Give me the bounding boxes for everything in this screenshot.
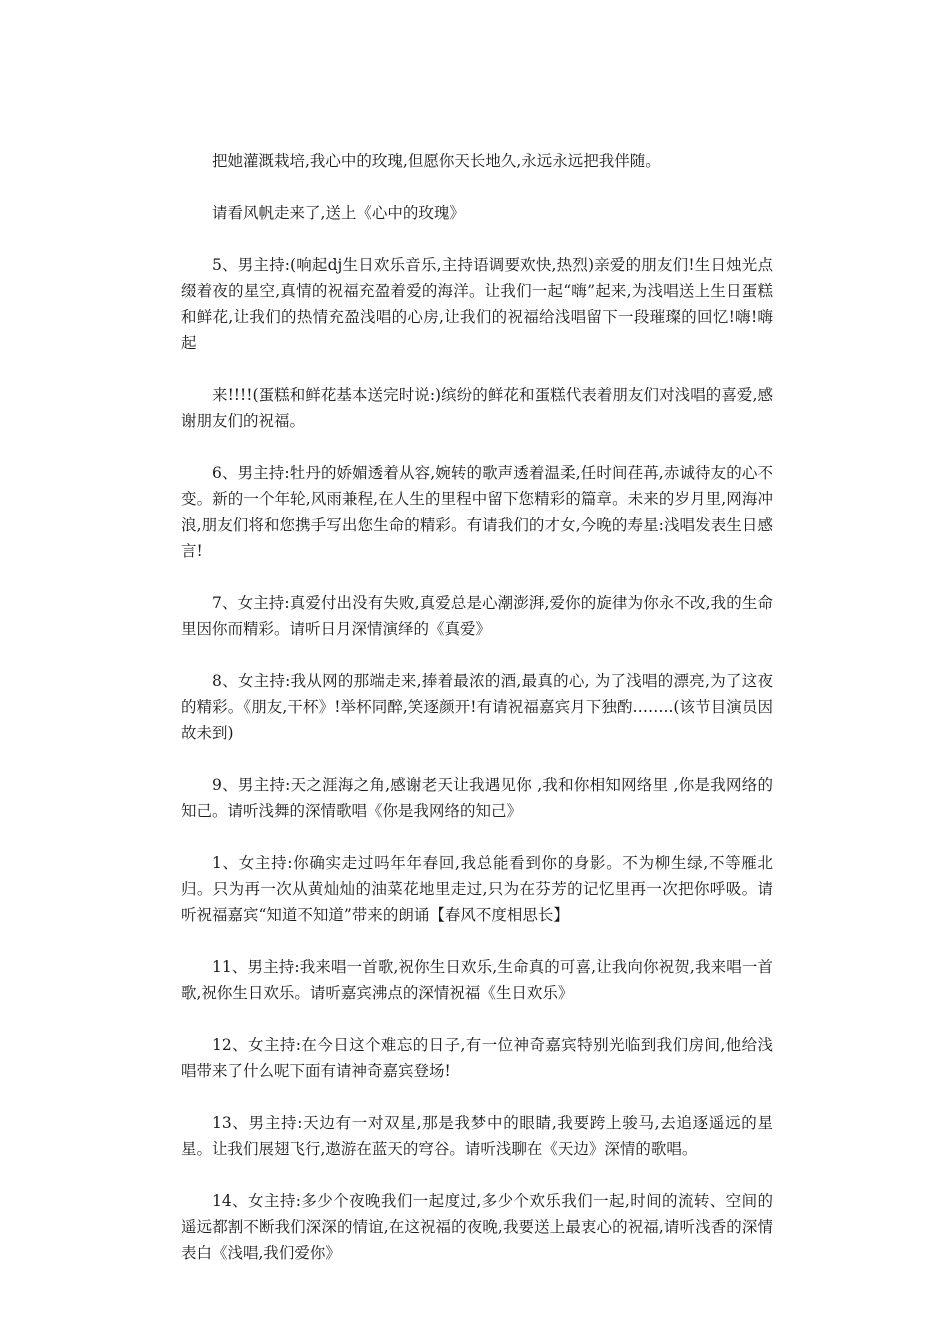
document-body [181, 148, 773, 1292]
paragraph: 14、女主持:多少个夜晚我们一起度过,多少个欢乐我们一起,时间的流转、空间的遥远都割不断我们深深的情谊,在这祝福的夜晚,我要送上最衷心的祝福,请听浅香的深情表白《浅唱,我们爱你》 [181, 1192, 773, 1262]
paragraph: 6、男主持:牡丹的娇媚透着从容,婉转的歌声透着温柔,任时间荏苒,赤诚待友的心不变。新的一个年轮,风雨兼程,在人生的里程中留下您精彩的篇章。未来的岁月里,网海冲浪,朋友们将和您携手写出您生命的精彩。有请我们的才女,今晚的寿星:浅唱发表生日感言! [181, 464, 773, 560]
paragraph: 5、男主持:(响起dj生日欢乐音乐,主持语调要欢快,热烈)亲爱的朋友们!生日烛光点缀着夜的星空,真情的祝福充盈着爱的海洋。让我们一起“嗨”起来,为浅唱送上生日蛋糕和鲜花,让我们的热情充盈浅唱的心房,让我们的祝福给浅唱留下一段璀璨的回忆!嗨!嗨起 [181, 256, 773, 352]
paragraph: 11、男主持:我来唱一首歌,祝你生日欢乐,生命真的可喜,让我向你祝贺,我来唱一首歌,祝你生日欢乐。请听嘉宾沸点的深情祝福《生日欢乐》 [181, 958, 773, 1002]
paragraph: 把她灌溉栽培,我心中的玫瑰,但愿你天长地久,永远永远把我伴随。 [212, 152, 661, 170]
paragraph: 来!!!!(蛋糕和鲜花基本送完时说:)缤纷的鲜花和蛋糕代表着朋友们对浅唱的喜爱,感谢朋友们的祝福。 [181, 386, 773, 430]
paragraph: 12、女主持:在今日这个难忘的日子,有一位神奇嘉宾特别光临到我们房间,他给浅唱带来了什么呢下面有请神奇嘉宾登场! [181, 1036, 773, 1080]
paragraph: 13、男主持:天边有一对双星,那是我梦中的眼睛,我要跨上骏马,去追逐遥远的星星。让我们展翅飞行,遨游在蓝天的穹谷。请听浅聊在《天边》深情的歌唱。 [181, 1114, 773, 1158]
paragraph: 9、男主持:天之涯海之角,感谢老天让我遇见你 ,我和你相知网络里 ,你是我网络的知己。请听浅舞的深情歌唱《你是我网络的知己》 [181, 776, 773, 820]
paragraph: 8、女主持:我从网的那端走来,捧着最浓的酒,最真的心, 为了浅唱的漂亮,为了这夜的精彩。《朋友,干杯》!举杯同醉,笑逐颜开!有请祝福嘉宾月下独酌……..(该节目演员因故未到) [181, 672, 773, 742]
paragraph: 7、女主持:真爱付出没有失败,真爱总是心潮澎湃,爱你的旋律为你永不改,我的生命里因你而精彩。请听日月深情演绎的《真爱》 [181, 594, 773, 638]
paragraph: 请看风帆走来了,送上《心中的玫瑰》 [212, 204, 465, 222]
paragraph: 1、女主持:你确实走过吗年年春回,我总能看到你的身影。不为柳生绿,不等雁北归。只为再一次从黄灿灿的油菜花地里走过,只为在芬芳的记忆里再一次把你呼吸。请听祝福嘉宾“知道不知道”带来的朗诵【春风不度相思长】 [181, 854, 773, 924]
